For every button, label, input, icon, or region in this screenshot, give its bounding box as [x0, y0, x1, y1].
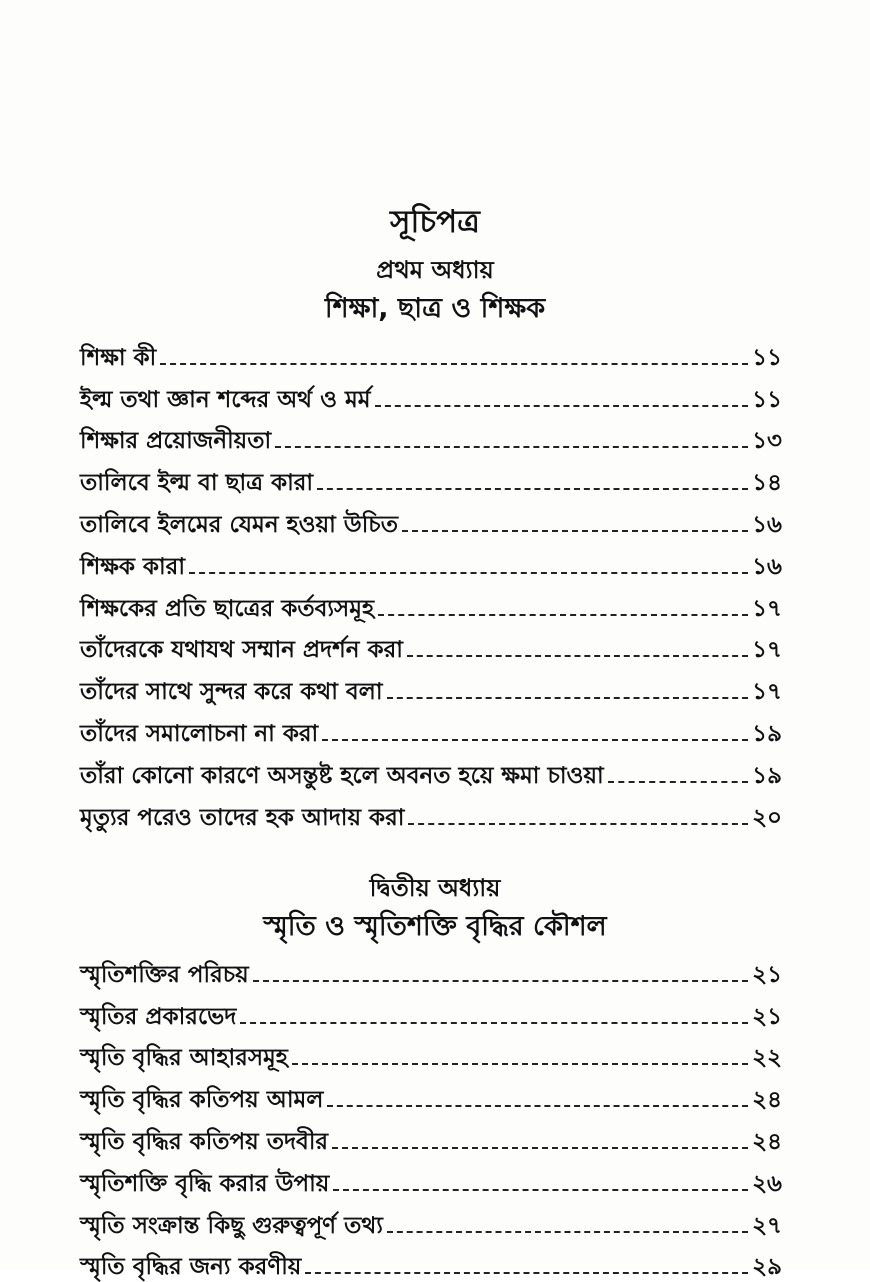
toc-entry-label: তাঁদেরকে যথাযথ সম্মান প্রদর্শন করা — [80, 637, 403, 664]
toc-entry-label: তাঁদের সমালোচনা না করা — [80, 720, 319, 747]
toc-entry — [80, 540, 782, 582]
toc-entry-page: ২১ — [752, 1003, 782, 1030]
chapter-1-number: প্রথম অধ্যায় — [376, 256, 494, 284]
dot-leader — [240, 1022, 748, 1024]
toc-entry — [80, 665, 782, 707]
dot-leader — [160, 363, 748, 365]
dot-leader — [189, 572, 748, 574]
toc-entry — [80, 707, 782, 749]
toc-entry-page: ২৯ — [752, 1254, 782, 1281]
chapter-2-number: দ্বিতীয় অধ্যায় — [369, 874, 501, 902]
dot-leader — [387, 1231, 748, 1233]
toc-entry-page: ১৯ — [752, 762, 782, 789]
toc-entry — [80, 990, 782, 1032]
toc-entry-page: ১৭ — [752, 679, 782, 706]
toc-entry-page: ১৬ — [752, 553, 782, 580]
toc-entry-label: তালিবে ইলমের যেমন হওয়া উচিত — [80, 511, 398, 538]
toc-entry-label: শিক্ষকের প্রতি ছাত্রের কর্তব্যসমূহ — [80, 595, 375, 622]
chapter-1-title: শিক্ষা, ছাত্র ও শিক্ষক — [324, 293, 546, 324]
toc-entry-label: শিক্ষা কী — [80, 344, 157, 371]
dot-leader — [317, 488, 748, 490]
toc-entry-page: ২৪ — [752, 1128, 782, 1155]
toc-entry-page: ১৪ — [752, 470, 782, 497]
toc-entry-page: ১৯ — [752, 720, 782, 747]
toc-entry-page: ১১ — [752, 344, 782, 371]
toc-entry-label: স্মৃতিশক্তি বৃদ্ধি করার উপায় — [80, 1170, 330, 1197]
toc-entry-page: ২০ — [752, 804, 782, 831]
dot-leader — [608, 781, 748, 783]
toc-entry — [80, 1032, 782, 1074]
toc-entry-page: ২৬ — [752, 1170, 782, 1197]
dot-leader — [275, 446, 748, 448]
toc-entry-label: শিক্ষক কারা — [80, 553, 186, 580]
toc-entry-label: স্মৃতি বৃদ্ধির জন্য করণীয় — [80, 1254, 302, 1281]
chapter-2-title: স্মৃতি ও স্মৃতিশক্তি বৃদ্ধির কৌশল — [263, 911, 607, 942]
dot-leader — [378, 614, 748, 616]
toc-entry-label: তাঁদের সাথে সুন্দর করে কথা বলা — [80, 679, 383, 706]
dot-leader — [408, 823, 748, 825]
toc-entry-page: ২৭ — [752, 1212, 782, 1239]
toc-entry-page: ২১ — [752, 961, 782, 988]
toc-entry-label: স্মৃতি বৃদ্ধির কতিপয় আমল — [80, 1087, 324, 1114]
toc-entry-label: তালিবে ইল্ম বা ছাত্র কারা — [80, 470, 314, 497]
toc-entry — [80, 1073, 782, 1115]
dot-leader — [305, 1272, 748, 1274]
toc-entry — [80, 373, 782, 415]
dot-leader — [253, 980, 748, 982]
toc-entry — [80, 1241, 782, 1282]
toc-entry-label: শিক্ষার প্রয়োজনীয়তা — [80, 428, 272, 455]
toc-entry — [80, 582, 782, 624]
toc-entry — [80, 331, 782, 373]
dot-leader — [292, 1063, 748, 1065]
chapter-1-toc — [80, 331, 782, 833]
dot-leader — [327, 1105, 748, 1107]
toc-entry — [80, 1157, 782, 1199]
toc-entry-page: ২২ — [752, 1045, 782, 1072]
chapter-2-toc — [80, 948, 782, 1282]
toc-entry — [80, 791, 782, 833]
dot-leader — [332, 1147, 748, 1149]
dot-leader — [333, 1189, 748, 1191]
toc-entry-label: স্মৃতিশক্তির পরিচয় — [80, 961, 249, 988]
toc-entry — [80, 415, 782, 457]
toc-entry-page: ১৬ — [752, 511, 782, 538]
toc-entry-page: ১৩ — [752, 428, 782, 455]
dot-leader — [402, 530, 748, 532]
toc-entry-label: স্মৃতির প্রকারভেদ — [80, 1003, 237, 1030]
toc-entry-label: তাঁরা কোনো কারণে অসন্তুষ্ট হলে অবনত হয়ে ক্ষমা চাওয়া — [80, 762, 604, 789]
toc-entry-label: মৃত্যুর পরেও তাদের হক আদায় করা — [80, 804, 405, 831]
toc-entry-label: স্মৃতি বৃদ্ধির আহারসমূহ — [80, 1045, 288, 1072]
page-title: সূচিপত্র — [390, 204, 480, 240]
toc-entry-label: স্মৃতি বৃদ্ধির কতিপয় তদবীর — [80, 1128, 329, 1155]
toc-entry — [80, 456, 782, 498]
toc-entry — [80, 498, 782, 540]
toc-entry — [80, 749, 782, 791]
dot-leader — [375, 405, 749, 407]
toc-entry — [80, 1199, 782, 1241]
toc-entry — [80, 1115, 782, 1157]
toc-entry-page: ১১ — [752, 386, 782, 413]
dot-leader — [387, 697, 749, 699]
toc-entry-page: ২৪ — [752, 1087, 782, 1114]
dot-leader — [407, 655, 748, 657]
toc-entry — [80, 948, 782, 990]
toc-entry-label: ইল্ম তথা জ্ঞান শব্দের অর্থ ও মর্ম — [80, 386, 371, 413]
toc-entry — [80, 624, 782, 666]
dot-leader — [322, 739, 748, 741]
toc-entry-label: স্মৃতি সংক্রান্ত কিছু গুরুত্বপূর্ণ তথ্য — [80, 1212, 383, 1239]
toc-entry-page: ১৭ — [752, 637, 782, 664]
toc-entry-page: ১৭ — [752, 595, 782, 622]
